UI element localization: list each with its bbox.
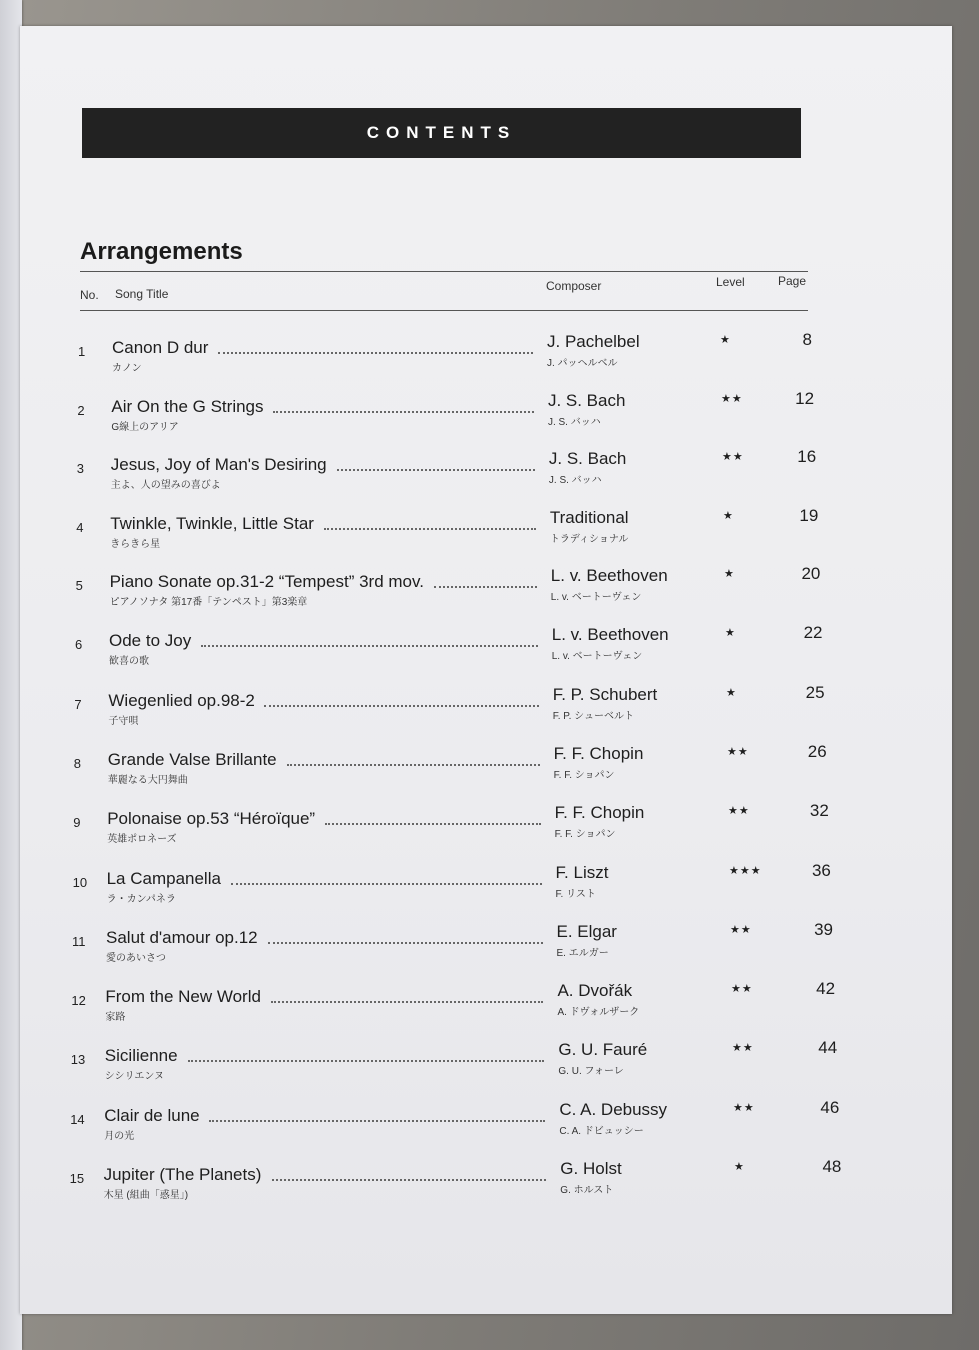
composer-name: J. S. Bach [547,390,626,410]
page-number: 26 [807,741,827,761]
table-row [20,860,952,915]
leader-dots [218,352,533,354]
header-composer: Composer [546,279,602,293]
row-number: 11 [72,933,86,949]
song-title-japanese: ピアノソナタ 第17番「テンペスト」第3楽章 [109,597,308,608]
table-row [20,801,952,855]
level-stars: ★ [720,334,731,346]
song-title-japanese: シシリエンヌ [104,1071,164,1083]
song-title: Canon D dur [112,338,209,357]
song-title-japanese: 歓喜の歌 [109,656,149,668]
leader-dots [324,528,536,530]
leader-dots [273,411,534,413]
song-title-japanese: 主よ、人の望みの喜びよ [110,480,221,491]
page-number: 22 [803,623,823,643]
composer-name-japanese: F. リスト [555,888,596,900]
song-title-japanese: カノン [112,363,142,374]
leader-dots [337,469,535,471]
header-no: No. [80,288,99,302]
song-title-japanese: 華麗なる大円舞曲 [107,774,188,786]
table-row [20,564,952,618]
header-level: Level [716,275,745,289]
table-row [20,1157,952,1211]
song-title: Jupiter (The Planets) [103,1165,262,1184]
song-title: Piano Sonate op.31-2 “Tempest” 3rd mov. [109,572,424,591]
level-stars: ★★ [730,923,752,936]
page-number: 16 [797,447,817,466]
composer-name: G. Holst [560,1159,622,1178]
composer-name-japanese: L. v. ベートーヴェン [551,651,643,663]
table-row [20,919,952,974]
leader-dots [287,764,540,766]
composer-name: A. Dvořák [557,981,633,1001]
song-title-japanese: 愛のあいさつ [106,952,166,964]
composer-name: F. F. Chopin [553,743,644,763]
row-number: 9 [73,815,81,831]
contents-banner: CONTENTS [82,108,801,158]
level-stars: ★★ [731,983,753,996]
leader-dots [231,883,542,885]
song-title-japanese: 月の光 [104,1130,135,1142]
page-number: 8 [802,330,812,349]
page-number: 42 [816,979,836,999]
song-title-japanese: ラ・カンパネラ [106,893,176,905]
leader-dots [325,823,541,825]
level-stars: ★ [734,1161,745,1173]
table-row [20,979,952,1033]
table-row [20,741,952,796]
composer-name-japanese: E. エルガー [556,947,609,959]
leader-dots [272,1179,546,1181]
row-number: 12 [71,993,86,1009]
composer-name-japanese: G. U. フォーレ [558,1066,624,1078]
header-page: Page [778,274,807,288]
composer-name-japanese: J. S. バッハ [548,475,602,486]
level-stars: ★ [725,627,736,640]
leader-dots [434,586,537,588]
composer-name-japanese: A. ドヴォルザーク [557,1007,640,1019]
table-row [20,505,952,560]
level-stars: ★★ [721,392,743,405]
page-number: 36 [811,860,831,880]
contents-page [20,26,952,1314]
row-number: 6 [75,637,83,653]
song-title-japanese: 英雄ポロネーズ [107,834,177,846]
row-number: 1 [78,344,86,359]
table-row [20,1038,952,1092]
leader-dots [209,1120,545,1122]
row-number: 3 [76,461,85,476]
song-title: Ode to Joy [109,631,192,651]
row-number: 15 [69,1171,85,1186]
level-stars: ★ [724,568,735,580]
song-title-japanese: 子守唄 [108,715,139,727]
level-stars: ★ [726,686,737,699]
song-title-japanese: きらきら星 [110,538,161,550]
level-stars: ★★ [728,805,750,818]
composer-name-japanese: F. F. ショパン [554,829,616,841]
level-stars: ★★★ [729,864,762,877]
row-number: 7 [74,696,82,712]
page-number: 44 [818,1038,838,1058]
table-row [20,447,952,501]
composer-name: F. F. Chopin [554,803,645,823]
table-row [20,388,952,443]
composer-name: J. Pachelbel [547,332,640,351]
composer-name-japanese: J. パッヘルベル [547,358,618,369]
composer-name-japanese: F. F. ショパン [553,769,615,781]
leader-dots [271,1001,543,1003]
table-row [20,623,952,677]
composer-name-japanese: トラディショナル [549,533,629,545]
song-title: Clair de lune [104,1105,200,1125]
leader-dots [268,942,543,944]
page-number: 32 [809,801,829,821]
level-stars: ★★ [732,1042,754,1055]
page-number: 12 [795,388,815,408]
page-number: 39 [814,919,833,939]
song-title: Grande Valse Brillante [107,749,277,769]
page-number: 19 [799,505,819,525]
table-row [20,682,952,737]
header-bottom-rule [80,310,808,311]
row-number: 8 [73,755,82,771]
composer-name: L. v. Beethoven [551,625,669,645]
row-number: 10 [72,874,88,890]
composer-name-japanese: F. P. シューベルト [552,710,634,722]
song-title: Jesus, Joy of Man's Desiring [110,455,327,474]
page-number: 48 [822,1157,842,1176]
song-title: Wiegenlied op.98-2 [108,690,255,710]
composer-name: C. A. Debussy [559,1099,668,1119]
table-row [20,330,952,384]
level-stars: ★★ [722,451,744,463]
level-stars: ★★ [727,745,749,758]
page-number: 25 [805,682,825,702]
table-row [20,1097,952,1152]
page-number: 46 [820,1097,840,1117]
row-number: 5 [75,578,83,593]
song-title: Twinkle, Twinkle, Little Star [110,513,314,533]
composer-name: L. v. Beethoven [550,566,668,585]
composer-name: G. U. Fauré [558,1040,648,1060]
level-stars: ★ [723,509,734,522]
composer-name: E. Elgar [556,921,617,941]
composer-name-japanese: J. S. バッハ [547,416,601,428]
row-number: 14 [70,1111,85,1127]
composer-name-japanese: L. v. ベートーヴェン [550,592,642,603]
header-top-rule [80,271,808,272]
leader-dots [188,1060,544,1062]
composer-name-japanese: G. ホルスト [560,1185,614,1196]
header-song-title: Song Title [115,287,169,301]
composer-name: Traditional [549,507,629,527]
row-number: 13 [70,1052,86,1068]
composer-name-japanese: C. A. ドビュッシー [559,1125,644,1137]
level-stars: ★★ [733,1101,755,1114]
leader-dots [264,705,539,707]
row-number: 4 [76,519,84,535]
song-title: From the New World [105,987,261,1007]
section-title: Arrangements [80,238,243,265]
song-title-japanese: 木星 (組曲「惑星」) [103,1190,189,1201]
song-title-japanese: 家路 [105,1012,126,1024]
song-title: Air On the G Strings [111,396,264,416]
page-number: 20 [801,564,821,583]
row-number: 2 [77,402,85,418]
leader-dots [201,645,538,647]
left-page-edge [0,0,22,1350]
song-title: Polonaise op.53 “Héroïque” [107,809,316,829]
song-title-japanese: G線上のアリア [111,421,179,433]
composer-name: F. P. Schubert [552,684,658,704]
song-title: Salut d'amour op.12 [106,927,258,947]
song-title: Sicilienne [104,1046,178,1066]
composer-name: J. S. Bach [548,449,627,468]
composer-name: F. Liszt [555,862,609,882]
song-title: La Campanella [106,868,221,888]
